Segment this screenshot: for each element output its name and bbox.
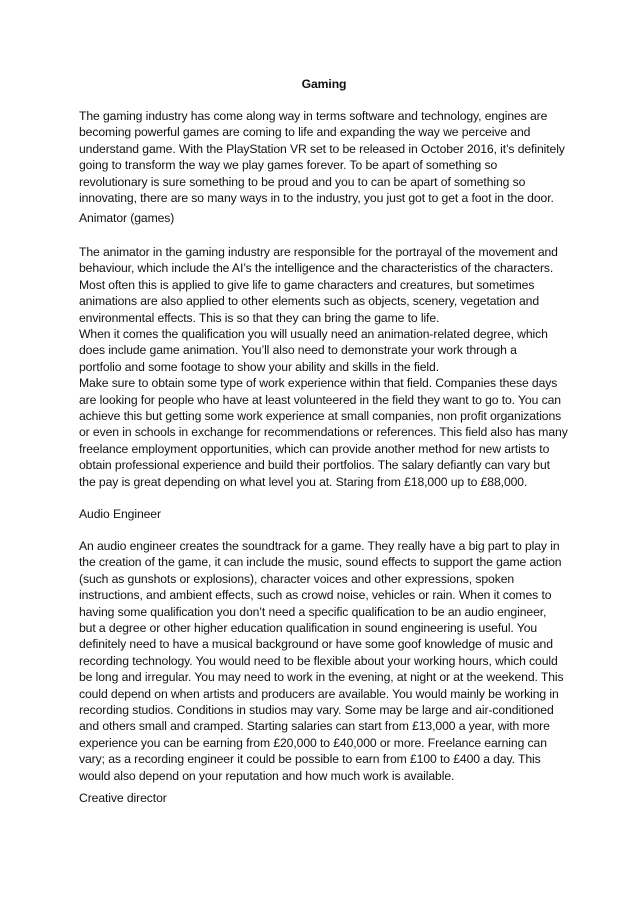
paragraph-line: but a degree or other higher education qualification in sound engineering is useful. You — [79, 621, 538, 636]
paragraph-line: instructions, and ambient effects, such as crowd noise, vehicles or rain. When it comes to — [79, 588, 552, 603]
paragraph-line: innovating, there are so many ways in to the industry, you just got to get a foot in the door. — [79, 191, 554, 206]
paragraph-line: (such as gunshots or explosions), character voices and other expressions, spoken — [79, 571, 515, 586]
paragraph-line: When it comes the qualification you will usually need an animation-related degree, which — [79, 327, 548, 342]
paragraph-line: Most often this is applied to give life to game characters and creatures, but sometimes — [79, 277, 535, 292]
paragraph-line: the creation of the game, it can include the music, sound effects to support the game action — [79, 555, 562, 570]
paragraph-line: behaviour, which include the AI’s the intelligence and the characteristics of the characters. — [79, 261, 554, 276]
paragraph-line: environmental effects. This is so that they can bring the game to life. — [79, 310, 440, 325]
paragraph-line: definitely need to have a musical background or have some goof knowledge of music and — [79, 637, 553, 652]
paragraph-line: The animator in the gaming industry are responsible for the portrayal of the movement and — [79, 245, 558, 259]
animator-paragraph — [79, 244, 569, 490]
paragraph-line: recording technology. You would need to be flexible about your working hours, which could — [79, 653, 558, 668]
section-heading-audio-engineer: Audio Engineer — [79, 507, 161, 521]
paragraph-line: are looking for people who have at least volunteered in the field they want to go to. You can — [79, 392, 561, 407]
paragraph-line: recording studios. Conditions in studios may vary. Some may be large and air-conditioned — [79, 703, 554, 718]
paragraph-line: An audio engineer creates the soundtrack for a game. They really have a big part to play in — [79, 539, 560, 553]
paragraph-line: achieve this but getting some work experience at small companies, non profit organizations — [79, 409, 562, 424]
paragraph-line: experience you can be earning from £20,000 to £40,000 or more. Freelance earning can — [79, 735, 547, 750]
paragraph-line: obtain professional experience and build their portfolios. The salary defiantly can vary but — [79, 458, 550, 473]
paragraph-line: revolutionary is sure something to be proud and you to can be apart of something so — [79, 174, 526, 189]
paragraph-line: having some qualification you don’t need a specific qualification to be an audio engineer, — [79, 604, 547, 619]
paragraph-line: portfolio and some footage to show your ability and skills in the field. — [79, 359, 439, 374]
paragraph-line: and others small and cramped. Starting salaries can start from £13,000 a year, with more — [79, 719, 550, 734]
paragraph-line: would also depend on your reputation and how much work is available. — [79, 768, 455, 783]
paragraph-line: understand game. With the PlayStation VR set to be released in October 2016, it’s definitely — [79, 141, 565, 156]
paragraph-line: does include game animation. You’ll also need to demonstrate your work through a — [79, 343, 517, 358]
paragraph-line: the pay is great depending on what level you at. Staring from £18,000 up to £88,000. — [79, 474, 528, 489]
audio-engineer-paragraph — [79, 538, 569, 784]
paragraph-line: be long and irregular. You may need to work in the evening, at night or at the weekend. This — [79, 670, 564, 685]
document-title: Gaming — [301, 77, 347, 91]
paragraph-line: freelance employment opportunities, which can provide another method for new artists to — [79, 441, 550, 456]
paragraph-line: going to transform the way we play games forever. To be apart of something so — [79, 158, 498, 173]
section-heading-creative-director: Creative director — [79, 791, 167, 805]
paragraph-line: or even in schools in exchange for recommendations or references. This field also has many — [79, 425, 568, 440]
paragraph-line: animations are also applied to other elements such as objects, scenery, vegetation and — [79, 294, 539, 309]
section-heading-animator: Animator (games) — [79, 211, 175, 225]
paragraph-line: The gaming industry has come along way in terms software and technology, engines are — [79, 109, 548, 123]
paragraph-line: Make sure to obtain some type of work experience within that field. Companies these days — [79, 376, 558, 391]
paragraph-line: vary; as a recording engineer it could be possible to earn from £100 to £400 a day. This — [79, 752, 541, 767]
paragraph-line: becoming powerful games are coming to life and expanding the way we perceive and — [79, 125, 531, 140]
paragraph-line: could depend on when artists and producers are available. You would mainly be working in — [79, 686, 559, 701]
intro-paragraph — [79, 108, 569, 206]
